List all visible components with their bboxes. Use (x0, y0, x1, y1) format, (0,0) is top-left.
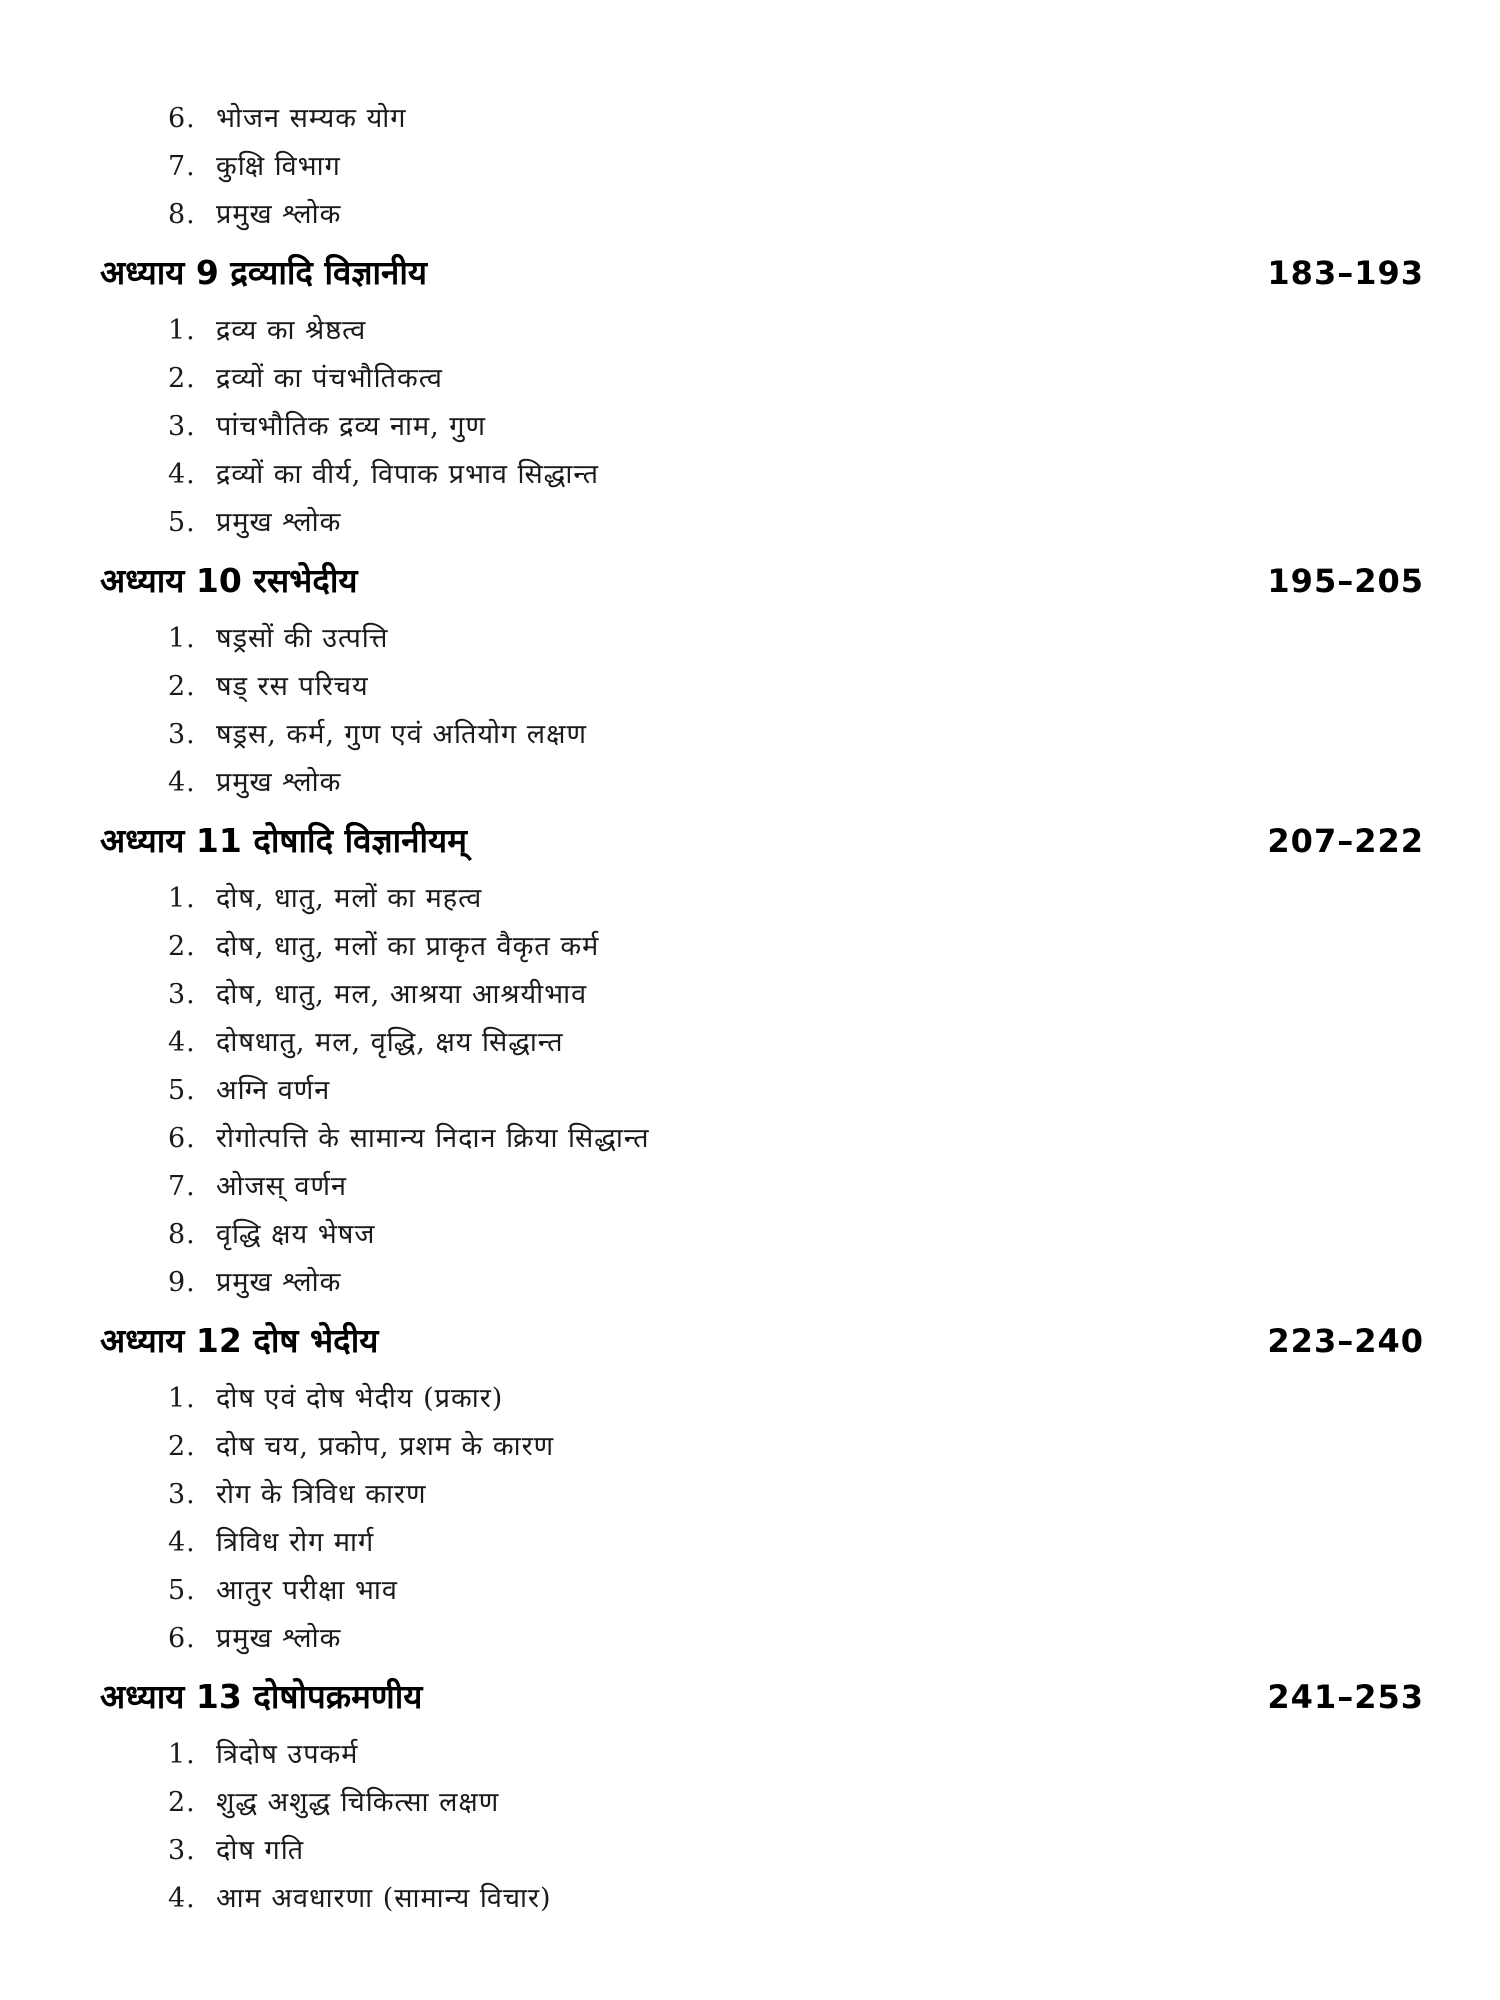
item-text: कुक्षि विभाग (216, 151, 341, 182)
item-number: 8. (168, 199, 196, 230)
toc-list-item (0, 971, 1500, 1019)
item-text: द्रव्य का श्रेष्ठत्व (216, 315, 367, 346)
item-text: दोष गति (216, 1835, 305, 1866)
item-text: दोष, धातु, मलों का प्राकृत वैकृत कर्म (216, 931, 600, 962)
toc-list-item (0, 1519, 1500, 1567)
chapter-title: अध्याय 9 द्रव्यादि विज्ञानीय (100, 253, 428, 292)
toc-list-item (0, 923, 1500, 971)
item-number: 4. (168, 1527, 196, 1558)
chapter-title: अध्याय 12 दोष भेदीय (100, 1321, 379, 1360)
toc-list-item (0, 1875, 1500, 1923)
chapter-heading (0, 1307, 1500, 1375)
chapter-page-range: 183–193 (1267, 254, 1424, 292)
item-text: प्रमुख श्लोक (216, 199, 342, 230)
toc-list-item (0, 759, 1500, 807)
chapter-heading (0, 239, 1500, 307)
toc-list-item (0, 355, 1500, 403)
item-text: प्रमुख श्लोक (216, 507, 342, 538)
item-number: 6. (168, 1123, 196, 1154)
item-number: 1. (168, 883, 196, 914)
toc-list-item (0, 1019, 1500, 1067)
chapter-heading (0, 1663, 1500, 1731)
item-text: षड् रस परिचय (216, 671, 369, 702)
item-number: 2. (168, 931, 196, 962)
item-text: दोष एवं दोष भेदीय (प्रकार) (216, 1383, 504, 1414)
item-number: 3. (168, 979, 196, 1010)
item-number: 1. (168, 1383, 196, 1414)
item-text: दोष चय, प्रकोप, प्रशम के कारण (216, 1431, 555, 1462)
toc-list-item (0, 1567, 1500, 1615)
item-number: 5. (168, 1575, 196, 1606)
item-text: पांचभौतिक द्रव्य नाम, गुण (216, 411, 486, 442)
item-number: 7. (168, 151, 196, 182)
item-number: 6. (168, 103, 196, 134)
toc-list-item (0, 499, 1500, 547)
item-number: 8. (168, 1219, 196, 1250)
item-text: द्रव्यों का पंचभौतिकत्व (216, 363, 443, 394)
item-number: 4. (168, 1027, 196, 1058)
item-text: वृद्धि क्षय भेषज (216, 1219, 376, 1250)
chapter-heading (0, 547, 1500, 615)
table-of-contents (0, 95, 1500, 1923)
item-number: 3. (168, 1479, 196, 1510)
toc-list-item (0, 1471, 1500, 1519)
chapter-heading (0, 807, 1500, 875)
item-number: 6. (168, 1623, 196, 1654)
chapter-title: अध्याय 11 दोषादि विज्ञानीयम् (100, 821, 467, 860)
chapter-title: अध्याय 13 दोषोपक्रमणीय (100, 1677, 423, 1716)
item-number: 4. (168, 1883, 196, 1914)
toc-list-item (0, 1615, 1500, 1663)
toc-list-item (0, 95, 1500, 143)
toc-list-item (0, 1067, 1500, 1115)
chapter-title: अध्याय 10 रसभेदीय (100, 561, 358, 600)
toc-list-item (0, 143, 1500, 191)
toc-list-item (0, 1211, 1500, 1259)
chapter-page-range: 207–222 (1267, 822, 1424, 860)
item-number: 2. (168, 671, 196, 702)
toc-list-item (0, 1163, 1500, 1211)
toc-list-item (0, 615, 1500, 663)
item-text: द्रव्यों का वीर्य, विपाक प्रभाव सिद्धान्त (216, 459, 600, 490)
item-text: दोषधातु, मल, वृद्धि, क्षय सिद्धान्त (216, 1027, 564, 1058)
item-text: आम अवधारणा (सामान्य विचार) (216, 1883, 552, 1914)
item-number: 2. (168, 1431, 196, 1462)
toc-list-item (0, 403, 1500, 451)
item-number: 4. (168, 459, 196, 490)
item-text: दोष, धातु, मलों का महत्व (216, 883, 483, 914)
item-text: रोग के त्रिविध कारण (216, 1479, 427, 1510)
toc-list-item (0, 1731, 1500, 1779)
item-text: भोजन सम्यक योग (216, 103, 407, 134)
toc-list-item (0, 451, 1500, 499)
item-number: 1. (168, 315, 196, 346)
item-number: 5. (168, 1075, 196, 1106)
toc-list-item (0, 1375, 1500, 1423)
item-text: दोष, धातु, मल, आश्रया आश्रयीभाव (216, 979, 588, 1010)
item-number: 1. (168, 1739, 196, 1770)
item-number: 3. (168, 411, 196, 442)
item-text: आतुर परीक्षा भाव (216, 1575, 398, 1606)
item-text: प्रमुख श्लोक (216, 1623, 342, 1654)
toc-list-item (0, 1115, 1500, 1163)
item-number: 4. (168, 767, 196, 798)
item-text: प्रमुख श्लोक (216, 767, 342, 798)
item-text: ओजस् वर्णन (216, 1171, 348, 1202)
item-text: षड्रस, कर्म, गुण एवं अतियोग लक्षण (216, 719, 587, 750)
item-number: 7. (168, 1171, 196, 1202)
toc-list-item (0, 1779, 1500, 1827)
chapter-page-range: 223–240 (1267, 1322, 1424, 1360)
item-text: अग्नि वर्णन (216, 1075, 331, 1106)
item-number: 3. (168, 719, 196, 750)
item-number: 1. (168, 623, 196, 654)
toc-list-item (0, 1423, 1500, 1471)
item-text: रोगोत्पत्ति के सामान्य निदान क्रिया सिद्धान्त (216, 1123, 650, 1154)
item-text: त्रिविध रोग मार्ग (216, 1527, 375, 1558)
toc-list-item (0, 1827, 1500, 1875)
item-text: त्रिदोष उपकर्म (216, 1739, 359, 1770)
toc-list-item (0, 663, 1500, 711)
item-number: 5. (168, 507, 196, 538)
item-number: 9. (168, 1267, 196, 1298)
toc-list-item (0, 1259, 1500, 1307)
item-text: शुद्ध अशुद्ध चिकित्सा लक्षण (216, 1787, 500, 1818)
toc-list-item (0, 191, 1500, 239)
item-number: 3. (168, 1835, 196, 1866)
item-text: षड्रसों की उत्पत्ति (216, 623, 389, 654)
toc-list-item (0, 875, 1500, 923)
chapter-page-range: 195–205 (1267, 562, 1424, 600)
item-number: 2. (168, 1787, 196, 1818)
item-number: 2. (168, 363, 196, 394)
toc-list-item (0, 307, 1500, 355)
item-text: प्रमुख श्लोक (216, 1267, 342, 1298)
chapter-page-range: 241–253 (1267, 1678, 1424, 1716)
toc-list-item (0, 711, 1500, 759)
